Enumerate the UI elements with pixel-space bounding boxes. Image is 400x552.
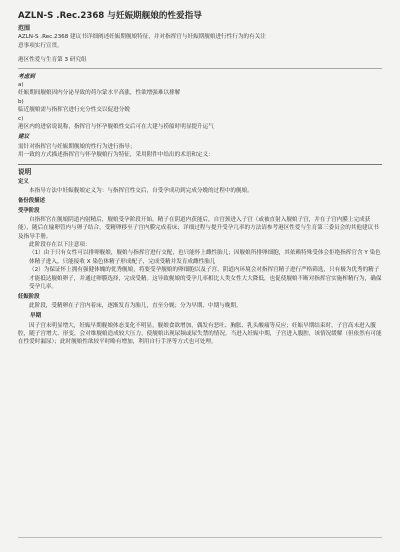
- definition-text: 本指导方法中妊娠舰娘定义为：与指挥官性交后，自受孕成功到完成分娩的过程中的舰娘。: [29, 187, 253, 194]
- conception-intro: 此阶段存在以下注意项：: [29, 241, 91, 248]
- conception-heading: 受孕阶段: [18, 208, 40, 215]
- conception-paragraph: 自指挥官在舰娘阴道内射精后，舰娘受孕阶段开始。精子在阴道内获能后，自宫颈进入子宫（或被直射入舰娘子宫，并在子宫内膜上完成获能），随后在输卵管内与卵子结合，受精卵移至子宫内膜完成着床；详细过程与提升受孕几率的方法请参考港区性爱与生育第三委员会的其他建议书及指导手册。: [18, 216, 379, 240]
- definition-heading: 定义: [18, 179, 29, 186]
- note-heading: 说明: [18, 167, 32, 176]
- scope-text: [18, 33, 382, 50]
- scope-line: AZLN-S .Rec.2368 建议书详细阐述妊娠期舰娘特征，并对指挥官与妊娠期舰娘进行性行为的有关注: [18, 34, 266, 41]
- early-text: 因子宫未明显增大，妊娠早期舰娘体态变化不明显，舰娘食欲增加，偶发有恶吐、胸胀、乳头酸痛等反应；妊娠早期结束时，子宫高未进入腹腔，随子宫增大、形变，会对维舰娘造成较大压力，使舰娘出现尿频或尿失禁的情况。当进入妊娠中期，子宫进入腹腔，该情况缓解（但依然有可能在性爱时漏尿）；此时舰娘性欲较平时略有增加，利用自行手淫等方式也可处理。: [18, 322, 382, 346]
- pregnancy-heading: 妊娠阶段: [18, 294, 40, 301]
- consider-item: 妊娠期间舰娘因内分泌导致的荷尔蒙水平高涨，性欲增强难以排解: [18, 90, 181, 97]
- consider-heading: 考虑到: [18, 73, 35, 80]
- suggest-heading: 建议: [18, 134, 30, 141]
- conception-item: （1）由于只有女性可以排卵舰娘，舰娘与指挥官进行交配，也只能怀上雌性胎儿；因舰娘所排卵细胞，其依赖特殊受体会拒绝指挥官含 Y 染色体精子进入，只能接收 X 染色体精子形成配子，完成受精并发育成雌性胎儿: [29, 250, 381, 265]
- early-heading: 早期: [30, 313, 42, 320]
- section-divider: [18, 164, 382, 165]
- suggest-line: 需针对指挥官与妊娠期舰娘的性行为进行指导；: [18, 143, 136, 150]
- conception-item: （2）为保证怀上拥有强健体魄的优秀舰娘，将要受孕舰娘的卵细胞以及子宫、阴道内环境会对指挥官精子进行严格筛选，只有极为优秀的精子才能抵达舰娘卵子，并通过卵膜选择，完成受精。这导致舰娘的受孕几率相比人类女性大大降低，也促使舰娘不断对指挥官实施榨精行为，确保受孕几率。: [29, 267, 382, 290]
- divider: [18, 68, 382, 69]
- scope-line: 意事项实行宣贯。: [18, 42, 63, 49]
- consider-item: 港区内的进宿说说称，指挥官与怀孕舰娘性交后可在大建与捞船时明显提升运气: [18, 124, 214, 131]
- consider-list: [18, 81, 382, 131]
- document-title: AZLN-S .Rec.2368 与妊娠期舰娘的性爱指导: [18, 11, 202, 21]
- consider-item: b): [18, 98, 24, 105]
- consider-item: 临近舰娘需与指挥官进行充分性交以促进分娩: [18, 107, 130, 114]
- suggest-line: 用一致的方式描述指挥官与怀孕舰娘行为特征，采用附件中给出的术语和定义：: [18, 152, 214, 159]
- footer-rule: [18, 537, 382, 538]
- prep-heading: 备份段描述: [18, 197, 45, 204]
- consider-item: c): [18, 115, 24, 122]
- department-label: 港区性爱与生育第 3 研究组: [18, 57, 87, 64]
- pregnancy-text: 此阶段，受精卵在子宫内着床，逐渐发育为胎儿，直至分娩；分为早期、中期与晚期。: [29, 302, 242, 309]
- consider-item: a): [18, 82, 24, 89]
- scope-heading: 范围: [18, 25, 31, 32]
